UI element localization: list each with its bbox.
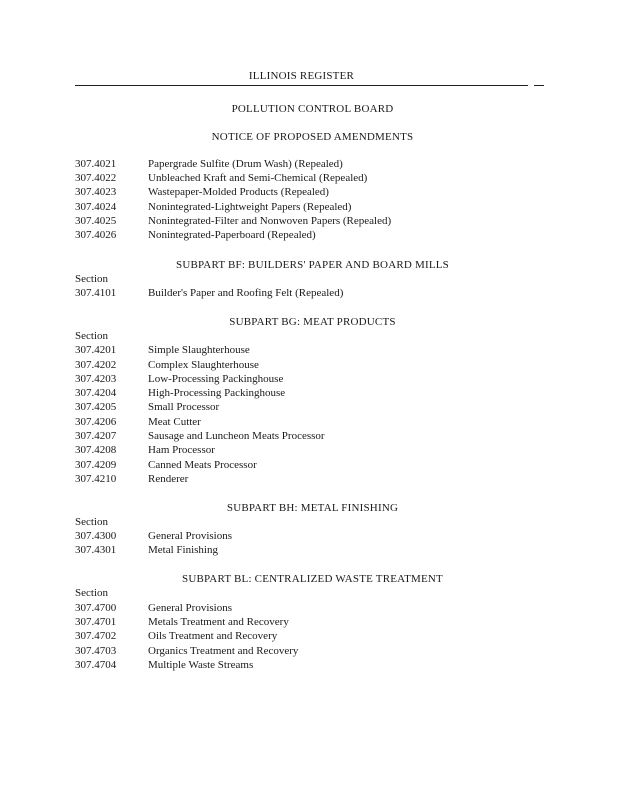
section-label: Section	[75, 516, 108, 528]
section-text: Multiple Waste Streams	[148, 659, 254, 671]
section-number: 307.4023	[75, 186, 117, 198]
section-number: 307.4022	[75, 172, 117, 184]
section-text: High-Processing Packinghouse	[148, 387, 286, 399]
section-number: 307.4300	[75, 530, 117, 542]
notice-title: NOTICE OF PROPOSED AMENDMENTS	[211, 131, 414, 143]
section-number: 307.4025	[75, 215, 117, 227]
section-label: Section	[75, 587, 108, 599]
section-text: Small Processor	[148, 401, 220, 413]
header-rule-tick	[534, 85, 544, 86]
section-number: 307.4201	[75, 344, 117, 356]
section-text: Simple Slaughterhouse	[148, 344, 250, 356]
section-text: Ham Processor	[148, 444, 215, 456]
section-text: Wastepaper-Molded Products (Repealed)	[148, 186, 329, 198]
section-number: 307.4101	[75, 287, 117, 299]
section-number: 307.4026	[75, 229, 117, 241]
subpart-title: SUBPART BG: MEAT PRODUCTS	[229, 316, 396, 328]
section-text: Sausage and Luncheon Meats Processor	[148, 430, 325, 442]
section-number: 307.4703	[75, 645, 117, 657]
subpart-title: SUBPART BL: CENTRALIZED WASTE TREATMENT	[182, 573, 443, 585]
section-text: Nonintegrated-Lightweight Papers (Repealed)	[148, 201, 352, 213]
section-text: Metal Finishing	[148, 544, 218, 556]
section-text: Oils Treatment and Recovery	[148, 630, 278, 642]
section-number: 307.4205	[75, 401, 117, 413]
section-number: 307.4209	[75, 459, 117, 471]
section-text: Nonintegrated-Paperboard (Repealed)	[148, 229, 316, 241]
section-text: Metals Treatment and Recovery	[148, 616, 289, 628]
section-label: Section	[75, 273, 108, 285]
section-number: 307.4203	[75, 373, 117, 385]
section-text: Builder's Paper and Roofing Felt (Repealed)	[148, 287, 344, 299]
board-title: POLLUTION CONTROL BOARD	[231, 103, 394, 115]
section-number: 307.4700	[75, 602, 117, 614]
section-text: Meat Cutter	[148, 416, 201, 428]
register-header: ILLINOIS REGISTER	[248, 70, 355, 82]
section-number: 307.4207	[75, 430, 117, 442]
section-text: Complex Slaughterhouse	[148, 359, 259, 371]
section-text: General Provisions	[148, 530, 233, 542]
section-text: Renderer	[148, 473, 189, 485]
section-text: Organics Treatment and Recovery	[148, 645, 299, 657]
section-number: 307.4202	[75, 359, 117, 371]
section-number: 307.4702	[75, 630, 117, 642]
section-number: 307.4301	[75, 544, 117, 556]
section-text: Low-Processing Packinghouse	[148, 373, 284, 385]
section-number: 307.4204	[75, 387, 117, 399]
section-number: 307.4021	[75, 158, 117, 170]
section-number: 307.4208	[75, 444, 117, 456]
section-text: Unbleached Kraft and Semi-Chemical (Repealed)	[148, 172, 368, 184]
section-number: 307.4704	[75, 659, 117, 671]
section-text: General Provisions	[148, 602, 233, 614]
section-number: 307.4210	[75, 473, 117, 485]
section-text: Canned Meats Processor	[148, 459, 257, 471]
section-number: 307.4206	[75, 416, 117, 428]
section-number: 307.4024	[75, 201, 117, 213]
subpart-title: SUBPART BH: METAL FINISHING	[226, 502, 399, 514]
section-number: 307.4701	[75, 616, 117, 628]
subpart-title: SUBPART BF: BUILDERS' PAPER AND BOARD MILLS	[176, 259, 449, 271]
section-text: Nonintegrated-Filter and Nonwoven Papers (Repealed)	[148, 215, 392, 227]
section-label: Section	[75, 330, 108, 342]
header-rule	[75, 85, 528, 86]
section-text: Papergrade Sulfite (Drum Wash) (Repealed)	[148, 158, 343, 170]
